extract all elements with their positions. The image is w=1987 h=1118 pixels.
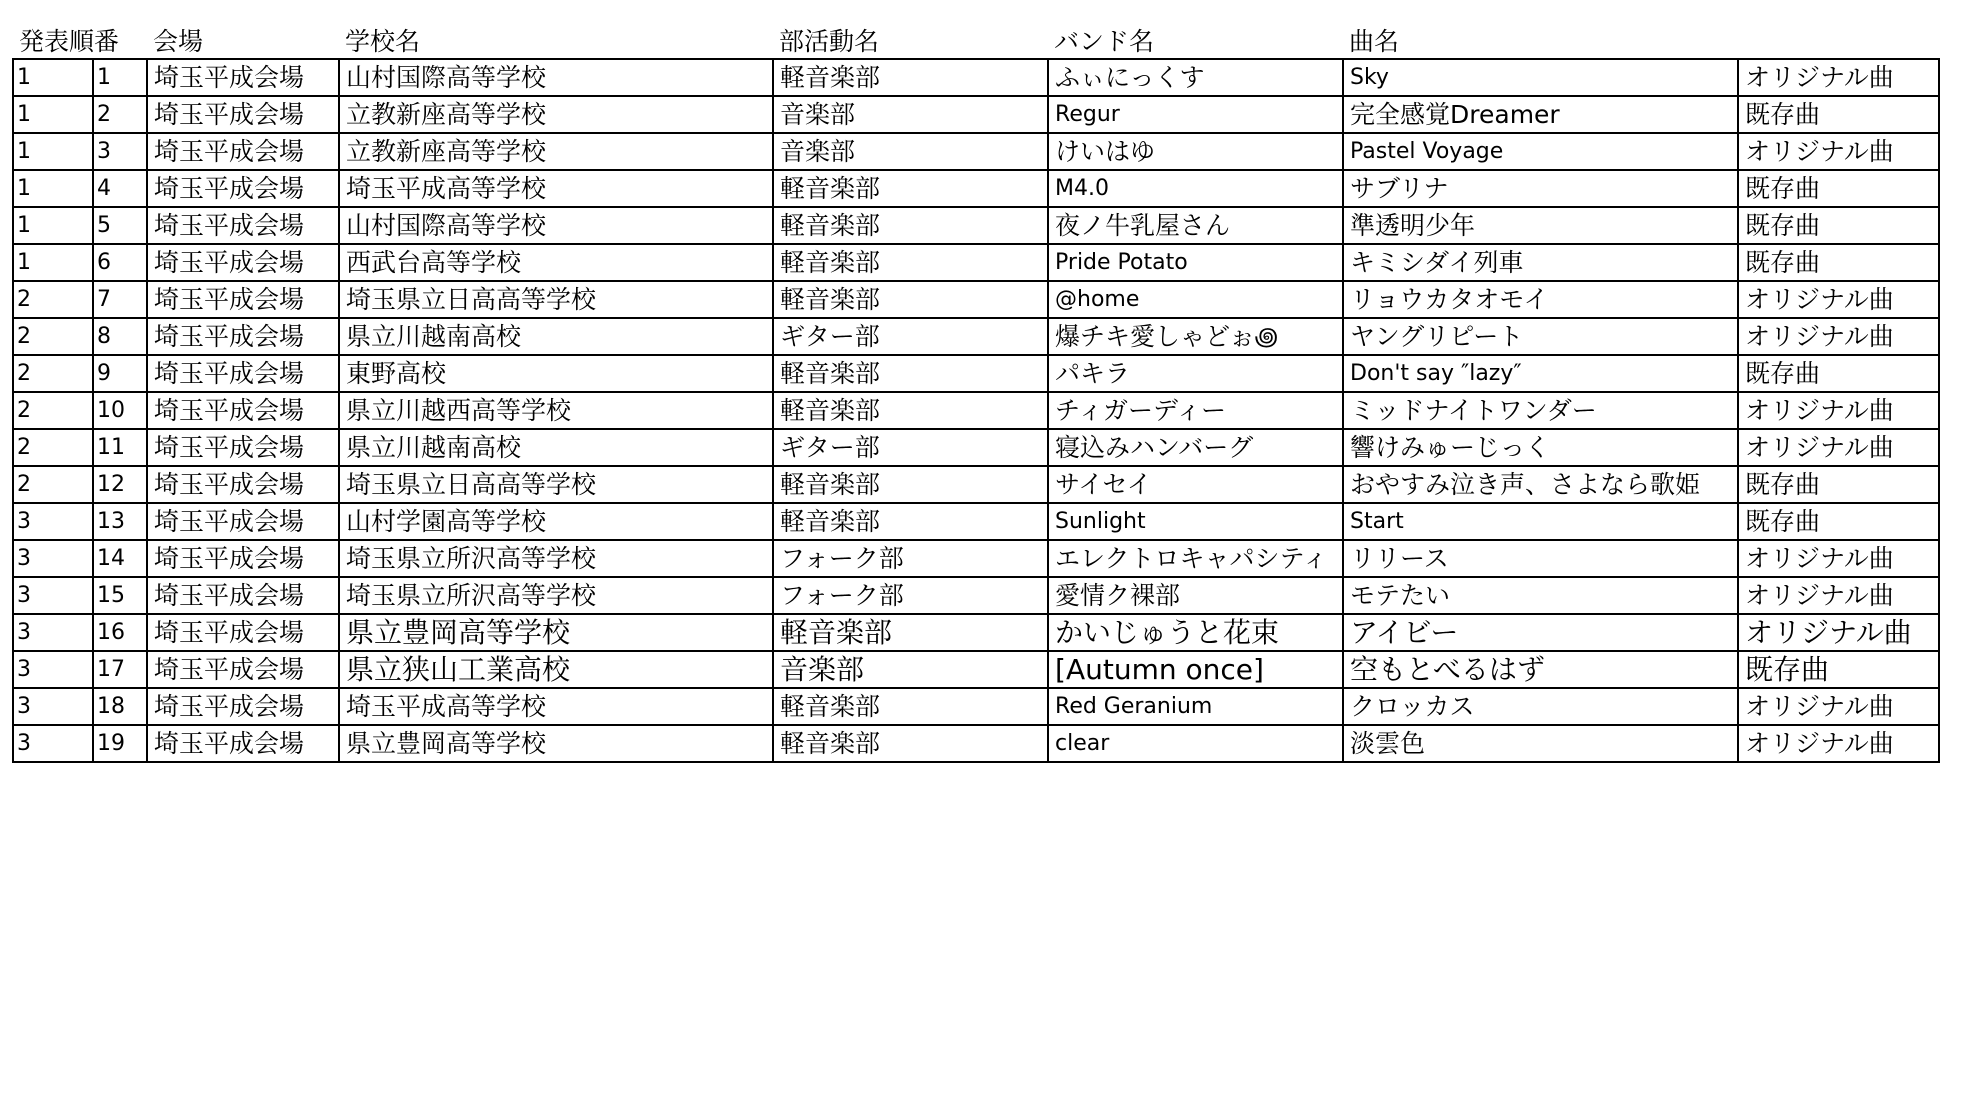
cell-venue[interactable]: 埼玉平成会場 bbox=[147, 614, 339, 651]
cell-venue[interactable]: 埼玉平成会場 bbox=[147, 281, 339, 318]
cell-song[interactable]: Start bbox=[1343, 503, 1738, 540]
cell-club[interactable]: 軽音楽部 bbox=[773, 725, 1048, 762]
table-row bbox=[13, 614, 1939, 651]
cell-venue[interactable]: 埼玉平成会場 bbox=[147, 96, 339, 133]
table-row bbox=[13, 133, 1939, 170]
table-row bbox=[13, 355, 1939, 392]
table-header bbox=[13, 22, 1939, 59]
header-venue: 会場 bbox=[153, 27, 204, 56]
cell-order[interactable]: 6 bbox=[93, 244, 147, 281]
cell-order[interactable]: 18 bbox=[93, 688, 147, 725]
cell-school[interactable]: 県立豊岡高等学校 bbox=[339, 725, 773, 762]
cell-venue[interactable]: 埼玉平成会場 bbox=[147, 466, 339, 503]
header-song: 曲名 bbox=[1349, 27, 1400, 56]
cell-order[interactable]: 11 bbox=[93, 429, 147, 466]
cell-song[interactable]: ミッドナイトワンダー bbox=[1343, 392, 1738, 429]
cell-type[interactable]: オリジナル曲 bbox=[1738, 59, 1939, 96]
cell-band[interactable]: [Autumn once] bbox=[1048, 651, 1343, 688]
spreadsheet bbox=[12, 22, 1940, 763]
cell-type[interactable]: オリジナル曲 bbox=[1738, 281, 1939, 318]
cell-band[interactable]: パキラ bbox=[1048, 355, 1343, 392]
cell-club[interactable]: フォーク部 bbox=[773, 577, 1048, 614]
cell-round[interactable]: 1 bbox=[13, 96, 93, 133]
cell-venue[interactable]: 埼玉平成会場 bbox=[147, 207, 339, 244]
cell-band[interactable]: 爆チキ愛しゃどぉ꩜ bbox=[1048, 318, 1343, 355]
cell-venue[interactable]: 埼玉平成会場 bbox=[147, 318, 339, 355]
table-row bbox=[13, 688, 1939, 725]
cell-order[interactable]: 15 bbox=[93, 577, 147, 614]
cell-band[interactable]: 寝込みハンバーグ bbox=[1048, 429, 1343, 466]
cell-round[interactable]: 1 bbox=[13, 170, 93, 207]
cell-round[interactable]: 2 bbox=[13, 392, 93, 429]
cell-type[interactable]: 既存曲 bbox=[1738, 96, 1939, 133]
cell-school[interactable]: 埼玉平成高等学校 bbox=[339, 688, 773, 725]
table-row bbox=[13, 244, 1939, 281]
cell-song[interactable]: Pastel Voyage bbox=[1343, 133, 1738, 170]
cell-round[interactable]: 3 bbox=[13, 614, 93, 651]
cell-round[interactable]: 2 bbox=[13, 318, 93, 355]
table-row bbox=[13, 651, 1939, 688]
cell-club[interactable]: 軽音楽部 bbox=[773, 170, 1048, 207]
cell-song[interactable]: クロッカス bbox=[1343, 688, 1738, 725]
cell-venue[interactable]: 埼玉平成会場 bbox=[147, 244, 339, 281]
cell-band[interactable]: clear bbox=[1048, 725, 1343, 762]
cell-song[interactable]: 空もとべるはず bbox=[1343, 651, 1738, 688]
cell-song[interactable]: キミシダイ列車 bbox=[1343, 244, 1738, 281]
table-row bbox=[13, 466, 1939, 503]
cell-school[interactable]: 埼玉県立日高高等学校 bbox=[339, 466, 773, 503]
cell-song[interactable]: リリース bbox=[1343, 540, 1738, 577]
cell-type[interactable]: オリジナル曲 bbox=[1738, 577, 1939, 614]
table-row bbox=[13, 725, 1939, 762]
cell-school[interactable]: 山村国際高等学校 bbox=[339, 207, 773, 244]
cell-round[interactable]: 1 bbox=[13, 207, 93, 244]
cell-type[interactable]: オリジナル曲 bbox=[1738, 725, 1939, 762]
table-row bbox=[13, 281, 1939, 318]
cell-club[interactable]: ギター部 bbox=[773, 429, 1048, 466]
header-row bbox=[13, 22, 1939, 59]
cell-song[interactable]: おやすみ泣き声、さよなら歌姫 bbox=[1343, 466, 1738, 503]
cell-round[interactable]: 3 bbox=[13, 688, 93, 725]
cell-club[interactable]: 軽音楽部 bbox=[773, 59, 1048, 96]
cell-order[interactable]: 4 bbox=[93, 170, 147, 207]
cell-band[interactable]: エレクトロキャパシティ bbox=[1048, 540, 1343, 577]
cell-band[interactable]: Regur bbox=[1048, 96, 1343, 133]
cell-song[interactable]: Don't say ″lazy″ bbox=[1343, 355, 1738, 392]
cell-song[interactable]: 完全感覚Dreamer bbox=[1343, 96, 1738, 133]
cell-order[interactable]: 13 bbox=[93, 503, 147, 540]
cell-round[interactable]: 2 bbox=[13, 355, 93, 392]
cell-school[interactable]: 埼玉県立日高高等学校 bbox=[339, 281, 773, 318]
header-club: 部活動名 bbox=[779, 27, 880, 56]
cell-club[interactable]: 軽音楽部 bbox=[773, 688, 1048, 725]
cell-round[interactable]: 3 bbox=[13, 503, 93, 540]
cell-type[interactable]: 既存曲 bbox=[1738, 355, 1939, 392]
cell-club[interactable]: 軽音楽部 bbox=[773, 244, 1048, 281]
cell-school[interactable]: 西武台高等学校 bbox=[339, 244, 773, 281]
cell-order[interactable]: 5 bbox=[93, 207, 147, 244]
cell-school[interactable]: 県立豊岡高等学校 bbox=[339, 614, 773, 651]
cell-band[interactable]: けいはゆ bbox=[1048, 133, 1343, 170]
cell-type[interactable]: オリジナル曲 bbox=[1738, 133, 1939, 170]
cell-round[interactable]: 1 bbox=[13, 59, 93, 96]
cell-order[interactable]: 7 bbox=[93, 281, 147, 318]
cell-venue[interactable]: 埼玉平成会場 bbox=[147, 355, 339, 392]
cell-round[interactable]: 1 bbox=[13, 244, 93, 281]
cell-round[interactable]: 3 bbox=[13, 725, 93, 762]
cell-round[interactable]: 2 bbox=[13, 466, 93, 503]
cell-type[interactable]: 既存曲 bbox=[1738, 503, 1939, 540]
cell-type[interactable]: オリジナル曲 bbox=[1738, 540, 1939, 577]
cell-order[interactable]: 1 bbox=[93, 59, 147, 96]
cell-song[interactable]: 準透明少年 bbox=[1343, 207, 1738, 244]
cell-type[interactable]: オリジナル曲 bbox=[1738, 392, 1939, 429]
cell-venue[interactable]: 埼玉平成会場 bbox=[147, 503, 339, 540]
header-school: 学校名 bbox=[345, 27, 421, 56]
cell-band[interactable]: サイセイ bbox=[1048, 466, 1343, 503]
cell-school[interactable]: 立教新座高等学校 bbox=[339, 133, 773, 170]
cell-song[interactable]: アイビー bbox=[1343, 614, 1738, 651]
header-type bbox=[1738, 22, 1939, 59]
cell-order[interactable]: 14 bbox=[93, 540, 147, 577]
table-row bbox=[13, 318, 1939, 355]
cell-club[interactable]: 軽音楽部 bbox=[773, 392, 1048, 429]
cell-order[interactable]: 2 bbox=[93, 96, 147, 133]
table-row bbox=[13, 170, 1939, 207]
cell-type[interactable]: オリジナル曲 bbox=[1738, 614, 1939, 651]
cell-school[interactable]: 埼玉平成高等学校 bbox=[339, 170, 773, 207]
cell-order[interactable]: 19 bbox=[93, 725, 147, 762]
table-row bbox=[13, 577, 1939, 614]
cell-order[interactable]: 9 bbox=[93, 355, 147, 392]
cell-order[interactable]: 3 bbox=[93, 133, 147, 170]
cell-order[interactable]: 16 bbox=[93, 614, 147, 651]
cell-round[interactable]: 3 bbox=[13, 577, 93, 614]
cell-round[interactable]: 2 bbox=[13, 281, 93, 318]
table-body bbox=[13, 59, 1939, 762]
cell-school[interactable]: 県立狭山工業高校 bbox=[339, 651, 773, 688]
cell-band[interactable]: チィガーディー bbox=[1048, 392, 1343, 429]
cell-song[interactable]: モテたい bbox=[1343, 577, 1738, 614]
cell-venue[interactable]: 埼玉平成会場 bbox=[147, 540, 339, 577]
cell-school[interactable]: 立教新座高等学校 bbox=[339, 96, 773, 133]
cell-venue[interactable]: 埼玉平成会場 bbox=[147, 133, 339, 170]
cell-order[interactable]: 12 bbox=[93, 466, 147, 503]
cell-song[interactable]: Sky bbox=[1343, 59, 1738, 96]
cell-venue[interactable]: 埼玉平成会場 bbox=[147, 392, 339, 429]
performance-table bbox=[12, 22, 1940, 763]
cell-band[interactable]: かいじゅうと花束 bbox=[1048, 614, 1343, 651]
cell-school[interactable]: 県立川越南高校 bbox=[339, 429, 773, 466]
cell-venue[interactable]: 埼玉平成会場 bbox=[147, 59, 339, 96]
table-row bbox=[13, 392, 1939, 429]
table-row bbox=[13, 429, 1939, 466]
cell-type[interactable]: オリジナル曲 bbox=[1738, 688, 1939, 725]
cell-round[interactable]: 2 bbox=[13, 429, 93, 466]
cell-song[interactable]: 響けみゅーじっく bbox=[1343, 429, 1738, 466]
cell-school[interactable]: 埼玉県立所沢高等学校 bbox=[339, 577, 773, 614]
cell-venue[interactable]: 埼玉平成会場 bbox=[147, 651, 339, 688]
cell-band[interactable]: ふぃにっくす bbox=[1048, 59, 1343, 96]
table-row bbox=[13, 540, 1939, 577]
cell-type[interactable]: オリジナル曲 bbox=[1738, 429, 1939, 466]
cell-band[interactable]: @home bbox=[1048, 281, 1343, 318]
cell-school[interactable]: 埼玉県立所沢高等学校 bbox=[339, 540, 773, 577]
table-row bbox=[13, 503, 1939, 540]
cell-order[interactable]: 17 bbox=[93, 651, 147, 688]
cell-school[interactable]: 山村学園高等学校 bbox=[339, 503, 773, 540]
cell-band[interactable]: 愛情ク裸部 bbox=[1048, 577, 1343, 614]
cell-round[interactable]: 3 bbox=[13, 651, 93, 688]
cell-venue[interactable]: 埼玉平成会場 bbox=[147, 429, 339, 466]
cell-venue[interactable]: 埼玉平成会場 bbox=[147, 170, 339, 207]
cell-club[interactable]: 軽音楽部 bbox=[773, 466, 1048, 503]
header-order: 発表順番 bbox=[19, 27, 120, 56]
cell-song[interactable]: リョウカタオモイ bbox=[1343, 281, 1738, 318]
cell-club[interactable]: 音楽部 bbox=[773, 96, 1048, 133]
header-band: バンド名 bbox=[1054, 27, 1155, 56]
cell-venue[interactable]: 埼玉平成会場 bbox=[147, 725, 339, 762]
cell-venue[interactable]: 埼玉平成会場 bbox=[147, 577, 339, 614]
cell-type[interactable]: 既存曲 bbox=[1738, 244, 1939, 281]
cell-school[interactable]: 山村国際高等学校 bbox=[339, 59, 773, 96]
cell-band[interactable]: Red Geranium bbox=[1048, 688, 1343, 725]
cell-round[interactable]: 3 bbox=[13, 540, 93, 577]
cell-band[interactable]: Pride Potato bbox=[1048, 244, 1343, 281]
cell-round[interactable]: 1 bbox=[13, 133, 93, 170]
cell-order[interactable]: 10 bbox=[93, 392, 147, 429]
cell-band[interactable]: M4.0 bbox=[1048, 170, 1343, 207]
cell-type[interactable]: 既存曲 bbox=[1738, 466, 1939, 503]
cell-order[interactable]: 8 bbox=[93, 318, 147, 355]
table-row bbox=[13, 96, 1939, 133]
cell-club[interactable]: フォーク部 bbox=[773, 540, 1048, 577]
cell-type[interactable]: 既存曲 bbox=[1738, 651, 1939, 688]
cell-club[interactable]: 音楽部 bbox=[773, 133, 1048, 170]
table-row bbox=[13, 207, 1939, 244]
cell-club[interactable]: 軽音楽部 bbox=[773, 207, 1048, 244]
cell-song[interactable]: ヤングリピート bbox=[1343, 318, 1738, 355]
cell-type[interactable]: 既存曲 bbox=[1738, 207, 1939, 244]
table-row bbox=[13, 59, 1939, 96]
cell-band[interactable]: 夜ノ牛乳屋さん bbox=[1048, 207, 1343, 244]
cell-club[interactable]: 音楽部 bbox=[773, 651, 1048, 688]
cell-club[interactable]: 軽音楽部 bbox=[773, 503, 1048, 540]
cell-school[interactable]: 県立川越南高校 bbox=[339, 318, 773, 355]
cell-club[interactable]: 軽音楽部 bbox=[773, 614, 1048, 651]
cell-type[interactable]: 既存曲 bbox=[1738, 170, 1939, 207]
cell-venue[interactable]: 埼玉平成会場 bbox=[147, 688, 339, 725]
cell-club[interactable]: 軽音楽部 bbox=[773, 355, 1048, 392]
cell-school[interactable]: 県立川越西高等学校 bbox=[339, 392, 773, 429]
cell-band[interactable]: Sunlight bbox=[1048, 503, 1343, 540]
cell-club[interactable]: ギター部 bbox=[773, 318, 1048, 355]
cell-type[interactable]: オリジナル曲 bbox=[1738, 318, 1939, 355]
cell-song[interactable]: サブリナ bbox=[1343, 170, 1738, 207]
cell-school[interactable]: 東野高校 bbox=[339, 355, 773, 392]
cell-club[interactable]: 軽音楽部 bbox=[773, 281, 1048, 318]
cell-song[interactable]: 淡雲色 bbox=[1343, 725, 1738, 762]
